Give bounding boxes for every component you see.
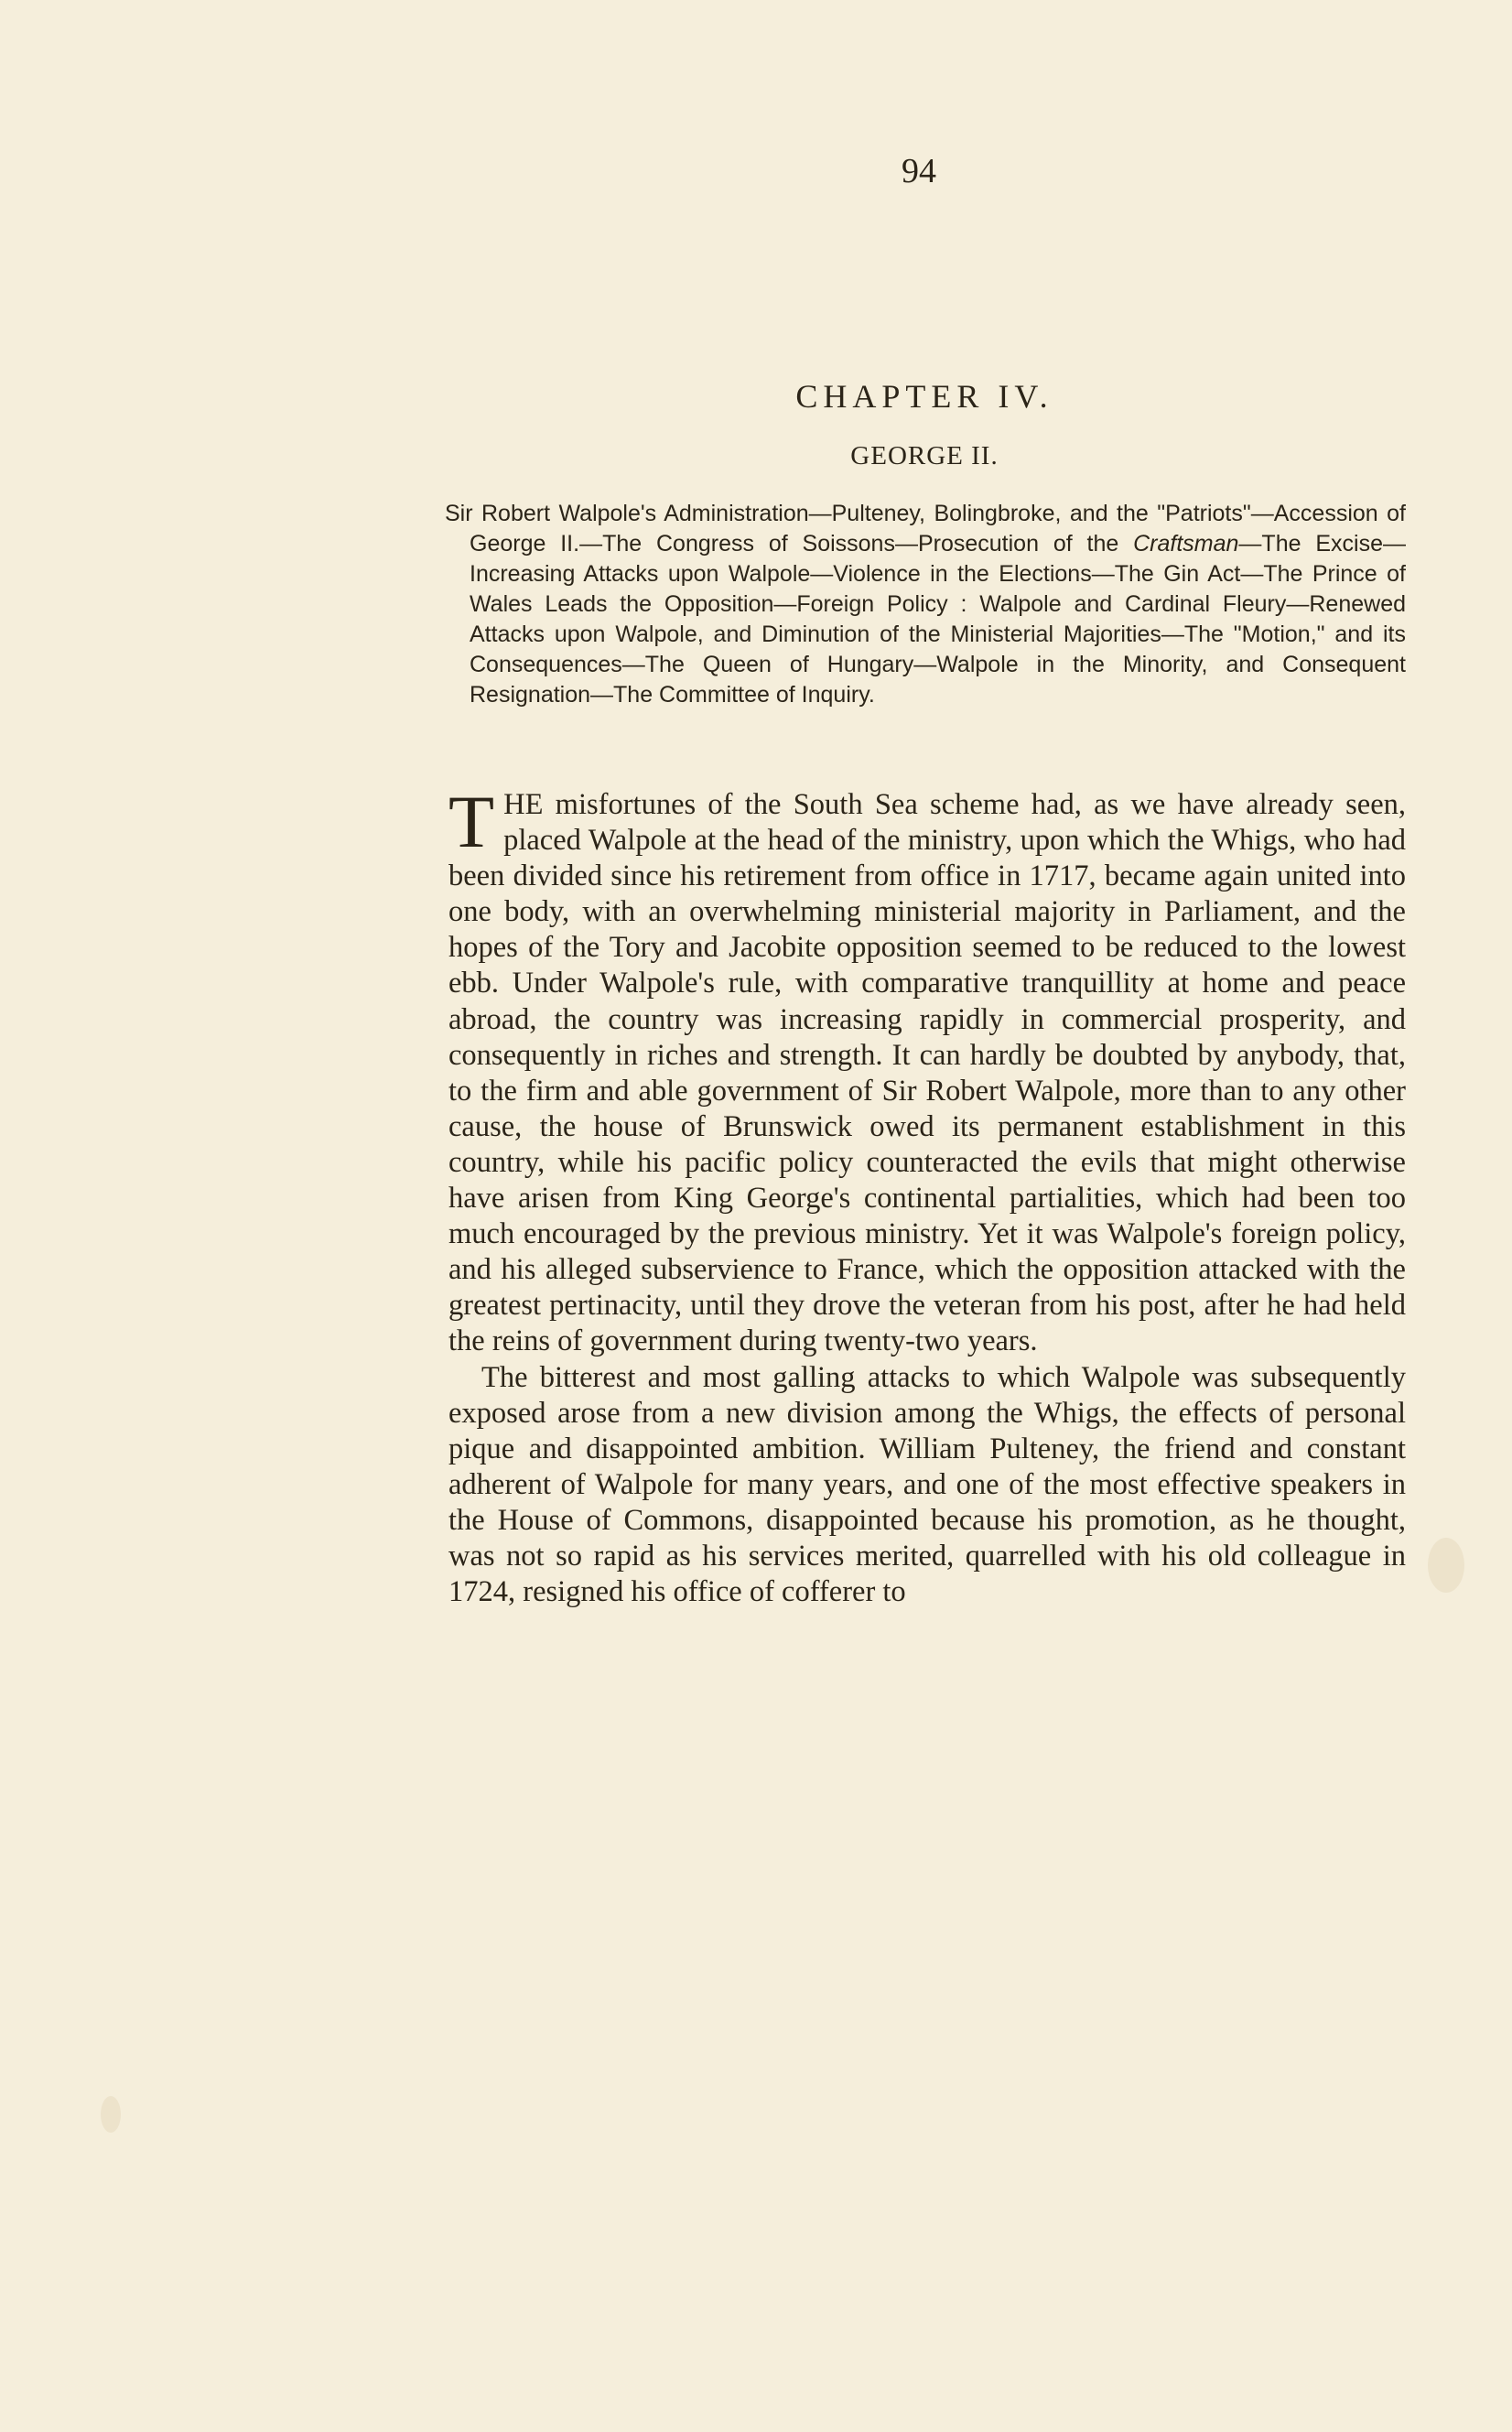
page-stain (1428, 1538, 1464, 1593)
page-stain (101, 2096, 121, 2133)
drop-cap: T (448, 780, 495, 863)
paragraph-2: The bitterest and most galling attacks to which Walpole was subsequently exposed arose from a new division among the Whigs, the effects of personal pique and disappointed ambition. William Pulteney, the friend and constant adherent of Walpole for many years, and one of the most effective speakers in the House of Commons, disappointed because his promotion, as he thought, was not so rapid as his services merited, quarrelled with his old colleague in 1724, resigned his office of cofferer to (448, 1360, 1406, 1609)
summary-text-part2: —The Excise—Increasing Attacks upon Walpole—Violence in the Elections—The Gin Act—The Prince of Wales Leads the Opposition—Foreign Policy : Walpole and Cardinal Fleury—Renewed Attacks upon Walpole, and Diminution of the Ministerial Majorities—The "Motion," and its Consequences—The Queen of Hungary—Walpole in the Minority, and Consequent Resignation—The Committee of Inquiry. (470, 531, 1406, 708)
chapter-summary (445, 499, 1406, 710)
paragraph-1 (448, 780, 1406, 1360)
page-number: 94 (902, 152, 936, 190)
summary-italic-title: Craftsman (1133, 531, 1239, 557)
summary-text-part1: Sir Robert Walpole's Administration—Pulteney, Bolingbroke, and the "Patriots"—Accession of George II.—The Congress of Soissons—Prosecution of the (445, 501, 1406, 557)
chapter-subtitle: GEORGE II. (850, 441, 999, 470)
body-text (448, 780, 1406, 1610)
chapter-title: CHAPTER IV. (795, 378, 1053, 415)
paragraph-1-text: HE misfortunes of the South Sea scheme had, as we have already seen, placed Walpole at the head of the ministry, upon which the Whigs, who had been divided since his retirement from office in 1717, became again united into one body, with an overwhelming ministerial majority in Parliament, and the hopes of the Tory and Jacobite opposition seemed to be reduced to the lowest ebb. Under Walpole's rule, with comparative tranquillity at home and peace abroad, the country was increasing rapidly in commercial prosperity, and consequently in riches and strength. It can hardly be doubted by anybody, that, to the firm and able government of Sir Robert Walpole, more than to any other cause, the house of Brunswick owed its permanent establishment in this country, while his pacific policy counteracted the evils that might otherwise have arisen from King George's continental partialities, which had been too much encouraged by the previous ministry. Yet it was Walpole's foreign policy, and his alleged subservience to France, which the opposition attacked with the greatest pertinacity, until they drove the veteran from his post, after he had held the reins of government during twenty-two years. (448, 788, 1406, 1358)
